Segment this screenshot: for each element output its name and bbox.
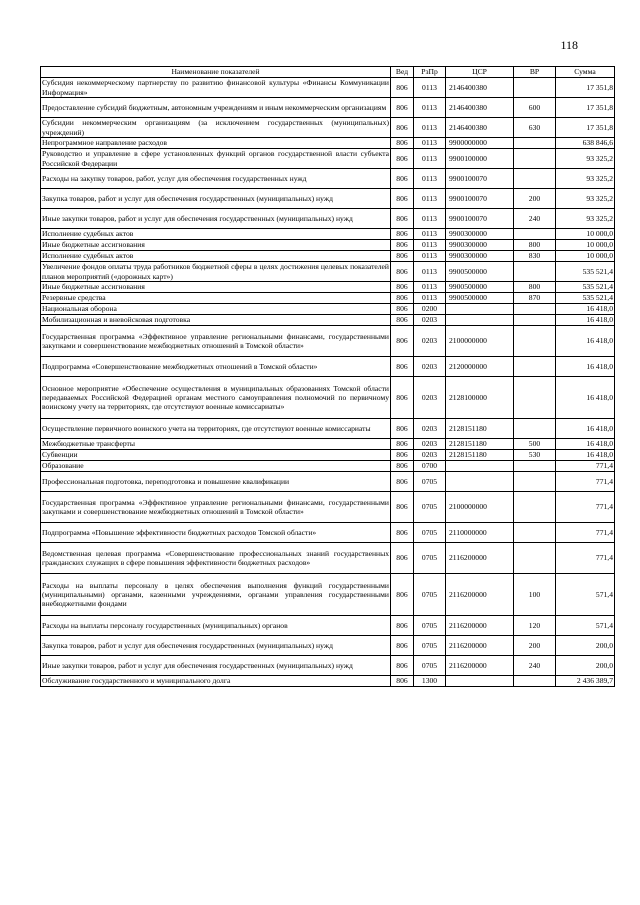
row-sum: 771,4 xyxy=(556,472,615,492)
row-vr xyxy=(514,149,556,169)
row-ved: 806 xyxy=(391,240,414,251)
row-sum: 535 521,4 xyxy=(556,262,615,282)
row-name: Непрограммное направление расходов xyxy=(41,138,391,149)
row-vr: 100 xyxy=(514,574,556,616)
table-row xyxy=(41,304,615,315)
row-ved: 806 xyxy=(391,251,414,262)
table-header-row xyxy=(41,67,615,78)
row-ved: 806 xyxy=(391,461,414,472)
row-name: Осуществление первичного воинского учета на территориях, где отсутствуют военные комиссариаты xyxy=(41,419,391,439)
row-csr: 2110000000 xyxy=(446,523,514,543)
table-row xyxy=(41,209,615,229)
table-row xyxy=(41,636,615,656)
table-row xyxy=(41,118,615,138)
row-vr: 200 xyxy=(514,189,556,209)
table-row xyxy=(41,169,615,189)
row-name: Образование xyxy=(41,461,391,472)
row-ved: 806 xyxy=(391,543,414,574)
table-row xyxy=(41,543,615,574)
row-rzpr: 0203 xyxy=(414,419,446,439)
row-csr: 2146400380 xyxy=(446,118,514,138)
row-ved: 806 xyxy=(391,282,414,293)
row-ved: 806 xyxy=(391,523,414,543)
row-sum: 16 418,0 xyxy=(556,304,615,315)
header-csr: ЦСР xyxy=(446,67,514,78)
row-sum: 16 418,0 xyxy=(556,357,615,377)
row-name: Подпрограмма «Повышение эффективности бюджетных расходов Томской области» xyxy=(41,523,391,543)
row-rzpr: 0203 xyxy=(414,326,446,357)
table-row xyxy=(41,315,615,326)
row-sum: 535 521,4 xyxy=(556,293,615,304)
row-sum: 16 418,0 xyxy=(556,450,615,461)
row-vr xyxy=(514,357,556,377)
row-sum: 10 000,0 xyxy=(556,251,615,262)
row-name: Субвенции xyxy=(41,450,391,461)
row-vr: 830 xyxy=(514,251,556,262)
row-name: Руководство и управление в сфере установленных функций органов государственной власти субъекта Российской Федерации xyxy=(42,149,389,168)
row-csr: 9900300000 xyxy=(446,229,514,240)
row-name: Мобилизационная и вневойсковая подготовка xyxy=(41,315,391,326)
row-ved: 806 xyxy=(391,209,414,229)
row-rzpr: 0705 xyxy=(414,492,446,523)
row-ved: 806 xyxy=(391,315,414,326)
row-ved: 806 xyxy=(391,377,414,419)
row-vr xyxy=(514,461,556,472)
row-csr: 9900300000 xyxy=(446,240,514,251)
row-vr xyxy=(514,326,556,357)
row-name: Иные закупки товаров, работ и услуг для обеспечения государственных (муниципальных) нужд xyxy=(41,656,391,676)
row-ved: 806 xyxy=(391,98,414,118)
row-csr: 9900100000 xyxy=(446,149,514,169)
row-rzpr: 0705 xyxy=(414,656,446,676)
row-vr: 630 xyxy=(514,118,556,138)
row-name: Основное мероприятие «Обеспечение осуществления в муниципальных образованиях Томской области передаваемых Российской Федерацией органам местного самоуправления полномочий по первичному воинскому учету на территориях, где отсутствуют военные комиссариаты» xyxy=(41,377,391,419)
row-csr: 2146400380 xyxy=(446,78,514,98)
row-csr: 9900000000 xyxy=(446,138,514,149)
row-vr xyxy=(514,377,556,419)
row-sum: 571,4 xyxy=(556,616,615,636)
row-csr: 9900500000 xyxy=(446,282,514,293)
row-name: Расходы на выплаты персоналу государственных (муниципальных) органов xyxy=(41,616,391,636)
row-ved: 806 xyxy=(391,439,414,450)
row-name: Государственная программа «Эффективное управление региональными финансами, государственными закупками и совершенствование межбюджетных отношений в Томской области» xyxy=(41,326,391,357)
row-sum: 16 418,0 xyxy=(556,419,615,439)
row-sum: 10 000,0 xyxy=(556,229,615,240)
row-rzpr: 0203 xyxy=(414,377,446,419)
row-csr: 9900100070 xyxy=(446,169,514,189)
row-name: Предоставление субсидий бюджетным, автономным учреждениям и иным некоммерческим организациям xyxy=(41,98,391,118)
row-rzpr: 0113 xyxy=(414,118,446,138)
row-rzpr: 0113 xyxy=(414,149,446,169)
row-rzpr: 0705 xyxy=(414,616,446,636)
table-row xyxy=(41,377,615,419)
table-row xyxy=(41,251,615,262)
row-vr xyxy=(514,78,556,98)
row-sum: 638 846,6 xyxy=(556,138,615,149)
row-vr xyxy=(514,676,556,687)
table-row xyxy=(41,461,615,472)
row-csr: 9900100070 xyxy=(446,189,514,209)
table-row xyxy=(41,282,615,293)
row-sum: 771,4 xyxy=(556,523,615,543)
table-row xyxy=(41,419,615,439)
row-sum: 571,4 xyxy=(556,574,615,616)
table-row xyxy=(41,357,615,377)
row-ved: 806 xyxy=(391,78,414,98)
row-csr: 2128151180 xyxy=(446,439,514,450)
table-row xyxy=(41,149,615,169)
row-vr xyxy=(514,169,556,189)
row-rzpr: 0113 xyxy=(414,240,446,251)
row-name: Расходы на выплаты персоналу в целях обеспечения выполнения функций государственными (муниципальными) органами, казенными учреждениями, органами управления государственными внебюджетными фондами xyxy=(41,574,391,616)
row-ved: 806 xyxy=(391,189,414,209)
row-ved: 806 xyxy=(391,616,414,636)
row-ved: 806 xyxy=(391,492,414,523)
row-vr xyxy=(514,419,556,439)
row-rzpr: 0113 xyxy=(414,138,446,149)
header-name: Наименование показателей xyxy=(41,67,391,78)
row-name: Ведомственная целевая программа «Совершенствование профессиональных знаний государственных гражданских служащих в сфере повышения эффективности бюджетных расходов» xyxy=(41,543,391,574)
row-csr xyxy=(446,676,514,687)
table-row xyxy=(41,293,615,304)
row-name: Иные закупки товаров, работ и услуг для обеспечения государственных (муниципальных) нужд xyxy=(41,209,391,229)
row-csr xyxy=(446,304,514,315)
header-rzpr: РзПр xyxy=(414,67,446,78)
row-rzpr: 0113 xyxy=(414,78,446,98)
row-sum: 16 418,0 xyxy=(556,377,615,419)
header-ved: Вед xyxy=(391,67,414,78)
row-sum: 16 418,0 xyxy=(556,439,615,450)
row-csr: 2116200000 xyxy=(446,543,514,574)
table-row xyxy=(41,492,615,523)
row-rzpr: 0113 xyxy=(414,251,446,262)
row-sum: 16 418,0 xyxy=(556,315,615,326)
row-vr xyxy=(514,472,556,492)
row-rzpr: 0113 xyxy=(414,262,446,282)
row-vr: 530 xyxy=(514,450,556,461)
table-row xyxy=(41,262,615,282)
row-vr xyxy=(514,543,556,574)
row-ved: 806 xyxy=(391,169,414,189)
row-ved: 806 xyxy=(391,636,414,656)
row-sum: 17 351,8 xyxy=(556,118,615,138)
row-rzpr: 0113 xyxy=(414,293,446,304)
row-vr: 200 xyxy=(514,636,556,656)
row-vr: 240 xyxy=(514,209,556,229)
row-vr xyxy=(514,229,556,240)
row-csr: 9900500000 xyxy=(446,262,514,282)
row-ved: 806 xyxy=(391,450,414,461)
row-ved: 806 xyxy=(391,676,414,687)
row-rzpr: 0113 xyxy=(414,98,446,118)
row-rzpr: 0705 xyxy=(414,472,446,492)
row-sum: 200,0 xyxy=(556,656,615,676)
row-name: Иные бюджетные ассигнования xyxy=(41,282,391,293)
row-name: Увеличение фондов оплаты труда работников бюджетной сферы в целях достижения целевых показателей планов мероприятий («дорожных карт») xyxy=(42,262,389,281)
row-name: Исполнение судебных актов xyxy=(41,251,391,262)
row-rzpr: 0113 xyxy=(414,282,446,293)
table-row xyxy=(41,472,615,492)
row-vr xyxy=(514,138,556,149)
row-rzpr: 1300 xyxy=(414,676,446,687)
row-rzpr: 0203 xyxy=(414,439,446,450)
row-rzpr: 0113 xyxy=(414,229,446,240)
row-name: Профессиональная подготовка, переподготовка и повышение квалификации xyxy=(41,472,391,492)
row-ved: 806 xyxy=(391,357,414,377)
row-name: Закупка товаров, работ и услуг для обеспечения государственных (муниципальных) нужд xyxy=(41,189,391,209)
row-name: Расходы на закупку товаров, работ, услуг для обеспечения государственных нужд xyxy=(41,169,391,189)
row-name: Субсидии некоммерческим организациям (за исключением государственных (муниципальных) учреждений) xyxy=(42,118,389,137)
row-csr: 2128100000 xyxy=(446,377,514,419)
row-ved: 806 xyxy=(391,419,414,439)
row-sum: 535 521,4 xyxy=(556,282,615,293)
row-sum: 93 325,2 xyxy=(556,149,615,169)
row-csr: 2116200000 xyxy=(446,574,514,616)
row-sum: 771,4 xyxy=(556,543,615,574)
row-rzpr: 0113 xyxy=(414,189,446,209)
budget-table xyxy=(40,66,615,687)
row-vr: 240 xyxy=(514,656,556,676)
row-csr: 2100000000 xyxy=(446,492,514,523)
table-row xyxy=(41,676,615,687)
page-number: 118 xyxy=(560,38,578,52)
row-rzpr: 0203 xyxy=(414,315,446,326)
row-vr: 500 xyxy=(514,439,556,450)
row-ved: 806 xyxy=(391,118,414,138)
row-name: Подпрограмма «Совершенствование межбюджетных отношений в Томской области» xyxy=(41,357,391,377)
row-vr xyxy=(514,523,556,543)
header-vr: ВР xyxy=(514,67,556,78)
row-rzpr: 0203 xyxy=(414,357,446,377)
row-csr: 2128151180 xyxy=(446,419,514,439)
row-ved: 806 xyxy=(391,304,414,315)
row-sum: 771,4 xyxy=(556,492,615,523)
row-rzpr: 0113 xyxy=(414,169,446,189)
header-sum: Сумма xyxy=(556,67,615,78)
row-vr xyxy=(514,262,556,282)
row-name: Субсидия некоммерческому партнерству по развитию финансовой культуры «Финансы Коммуникации Информация» xyxy=(42,78,389,97)
row-sum: 771,4 xyxy=(556,461,615,472)
row-rzpr: 0705 xyxy=(414,636,446,656)
table-row xyxy=(41,450,615,461)
row-sum: 16 418,0 xyxy=(556,326,615,357)
table-row xyxy=(41,240,615,251)
table-row xyxy=(41,439,615,450)
row-name: Иные бюджетные ассигнования xyxy=(41,240,391,251)
row-ved: 806 xyxy=(391,262,414,282)
row-vr xyxy=(514,304,556,315)
table-row xyxy=(41,98,615,118)
row-ved: 806 xyxy=(391,326,414,357)
row-csr: 2100000000 xyxy=(446,326,514,357)
row-csr: 2116200000 xyxy=(446,616,514,636)
row-csr: 2116200000 xyxy=(446,636,514,656)
row-name: Исполнение судебных актов xyxy=(41,229,391,240)
table-row xyxy=(41,656,615,676)
row-sum: 93 325,2 xyxy=(556,189,615,209)
table-row xyxy=(41,326,615,357)
row-ved: 806 xyxy=(391,656,414,676)
row-name: Обслуживание государственного и муниципального долга xyxy=(41,676,391,687)
row-csr: 2120000000 xyxy=(446,357,514,377)
row-csr: 9900500000 xyxy=(446,293,514,304)
row-sum: 93 325,2 xyxy=(556,209,615,229)
row-sum: 200,0 xyxy=(556,636,615,656)
row-rzpr: 0113 xyxy=(414,209,446,229)
row-name: Закупка товаров, работ и услуг для обеспечения государственных (муниципальных) нужд xyxy=(41,636,391,656)
row-ved: 806 xyxy=(391,138,414,149)
row-name: Национальная оборона xyxy=(41,304,391,315)
row-name: Государственная программа «Эффективное управление региональными финансами, государственными закупками и совершенствование межбюджетных отношений в Томской области» xyxy=(41,492,391,523)
table-row xyxy=(41,229,615,240)
row-ved: 806 xyxy=(391,149,414,169)
row-csr: 2116200000 xyxy=(446,656,514,676)
row-rzpr: 0705 xyxy=(414,574,446,616)
row-rzpr: 0705 xyxy=(414,543,446,574)
row-ved: 806 xyxy=(391,229,414,240)
row-csr xyxy=(446,472,514,492)
table-row xyxy=(41,78,615,98)
row-sum: 93 325,2 xyxy=(556,169,615,189)
row-sum: 2 436 389,7 xyxy=(556,676,615,687)
row-csr xyxy=(446,461,514,472)
row-vr: 870 xyxy=(514,293,556,304)
row-sum: 17 351,8 xyxy=(556,78,615,98)
row-csr: 9900300000 xyxy=(446,251,514,262)
row-vr xyxy=(514,492,556,523)
table-row xyxy=(41,523,615,543)
table-row xyxy=(41,574,615,616)
row-rzpr: 0700 xyxy=(414,461,446,472)
row-rzpr: 0200 xyxy=(414,304,446,315)
table-row xyxy=(41,189,615,209)
row-vr: 800 xyxy=(514,240,556,251)
row-csr: 2146400380 xyxy=(446,98,514,118)
row-sum: 17 351,8 xyxy=(556,98,615,118)
row-sum: 10 000,0 xyxy=(556,240,615,251)
row-vr: 600 xyxy=(514,98,556,118)
row-vr xyxy=(514,315,556,326)
row-ved: 806 xyxy=(391,293,414,304)
row-csr: 2128151180 xyxy=(446,450,514,461)
row-ved: 806 xyxy=(391,574,414,616)
row-rzpr: 0203 xyxy=(414,450,446,461)
row-vr: 800 xyxy=(514,282,556,293)
row-name: Резервные средства xyxy=(41,293,391,304)
row-csr xyxy=(446,315,514,326)
row-vr: 120 xyxy=(514,616,556,636)
row-ved: 806 xyxy=(391,472,414,492)
table-row xyxy=(41,138,615,149)
row-name: Межбюджетные трансферты xyxy=(41,439,391,450)
row-csr: 9900100070 xyxy=(446,209,514,229)
table-row xyxy=(41,616,615,636)
row-rzpr: 0705 xyxy=(414,523,446,543)
